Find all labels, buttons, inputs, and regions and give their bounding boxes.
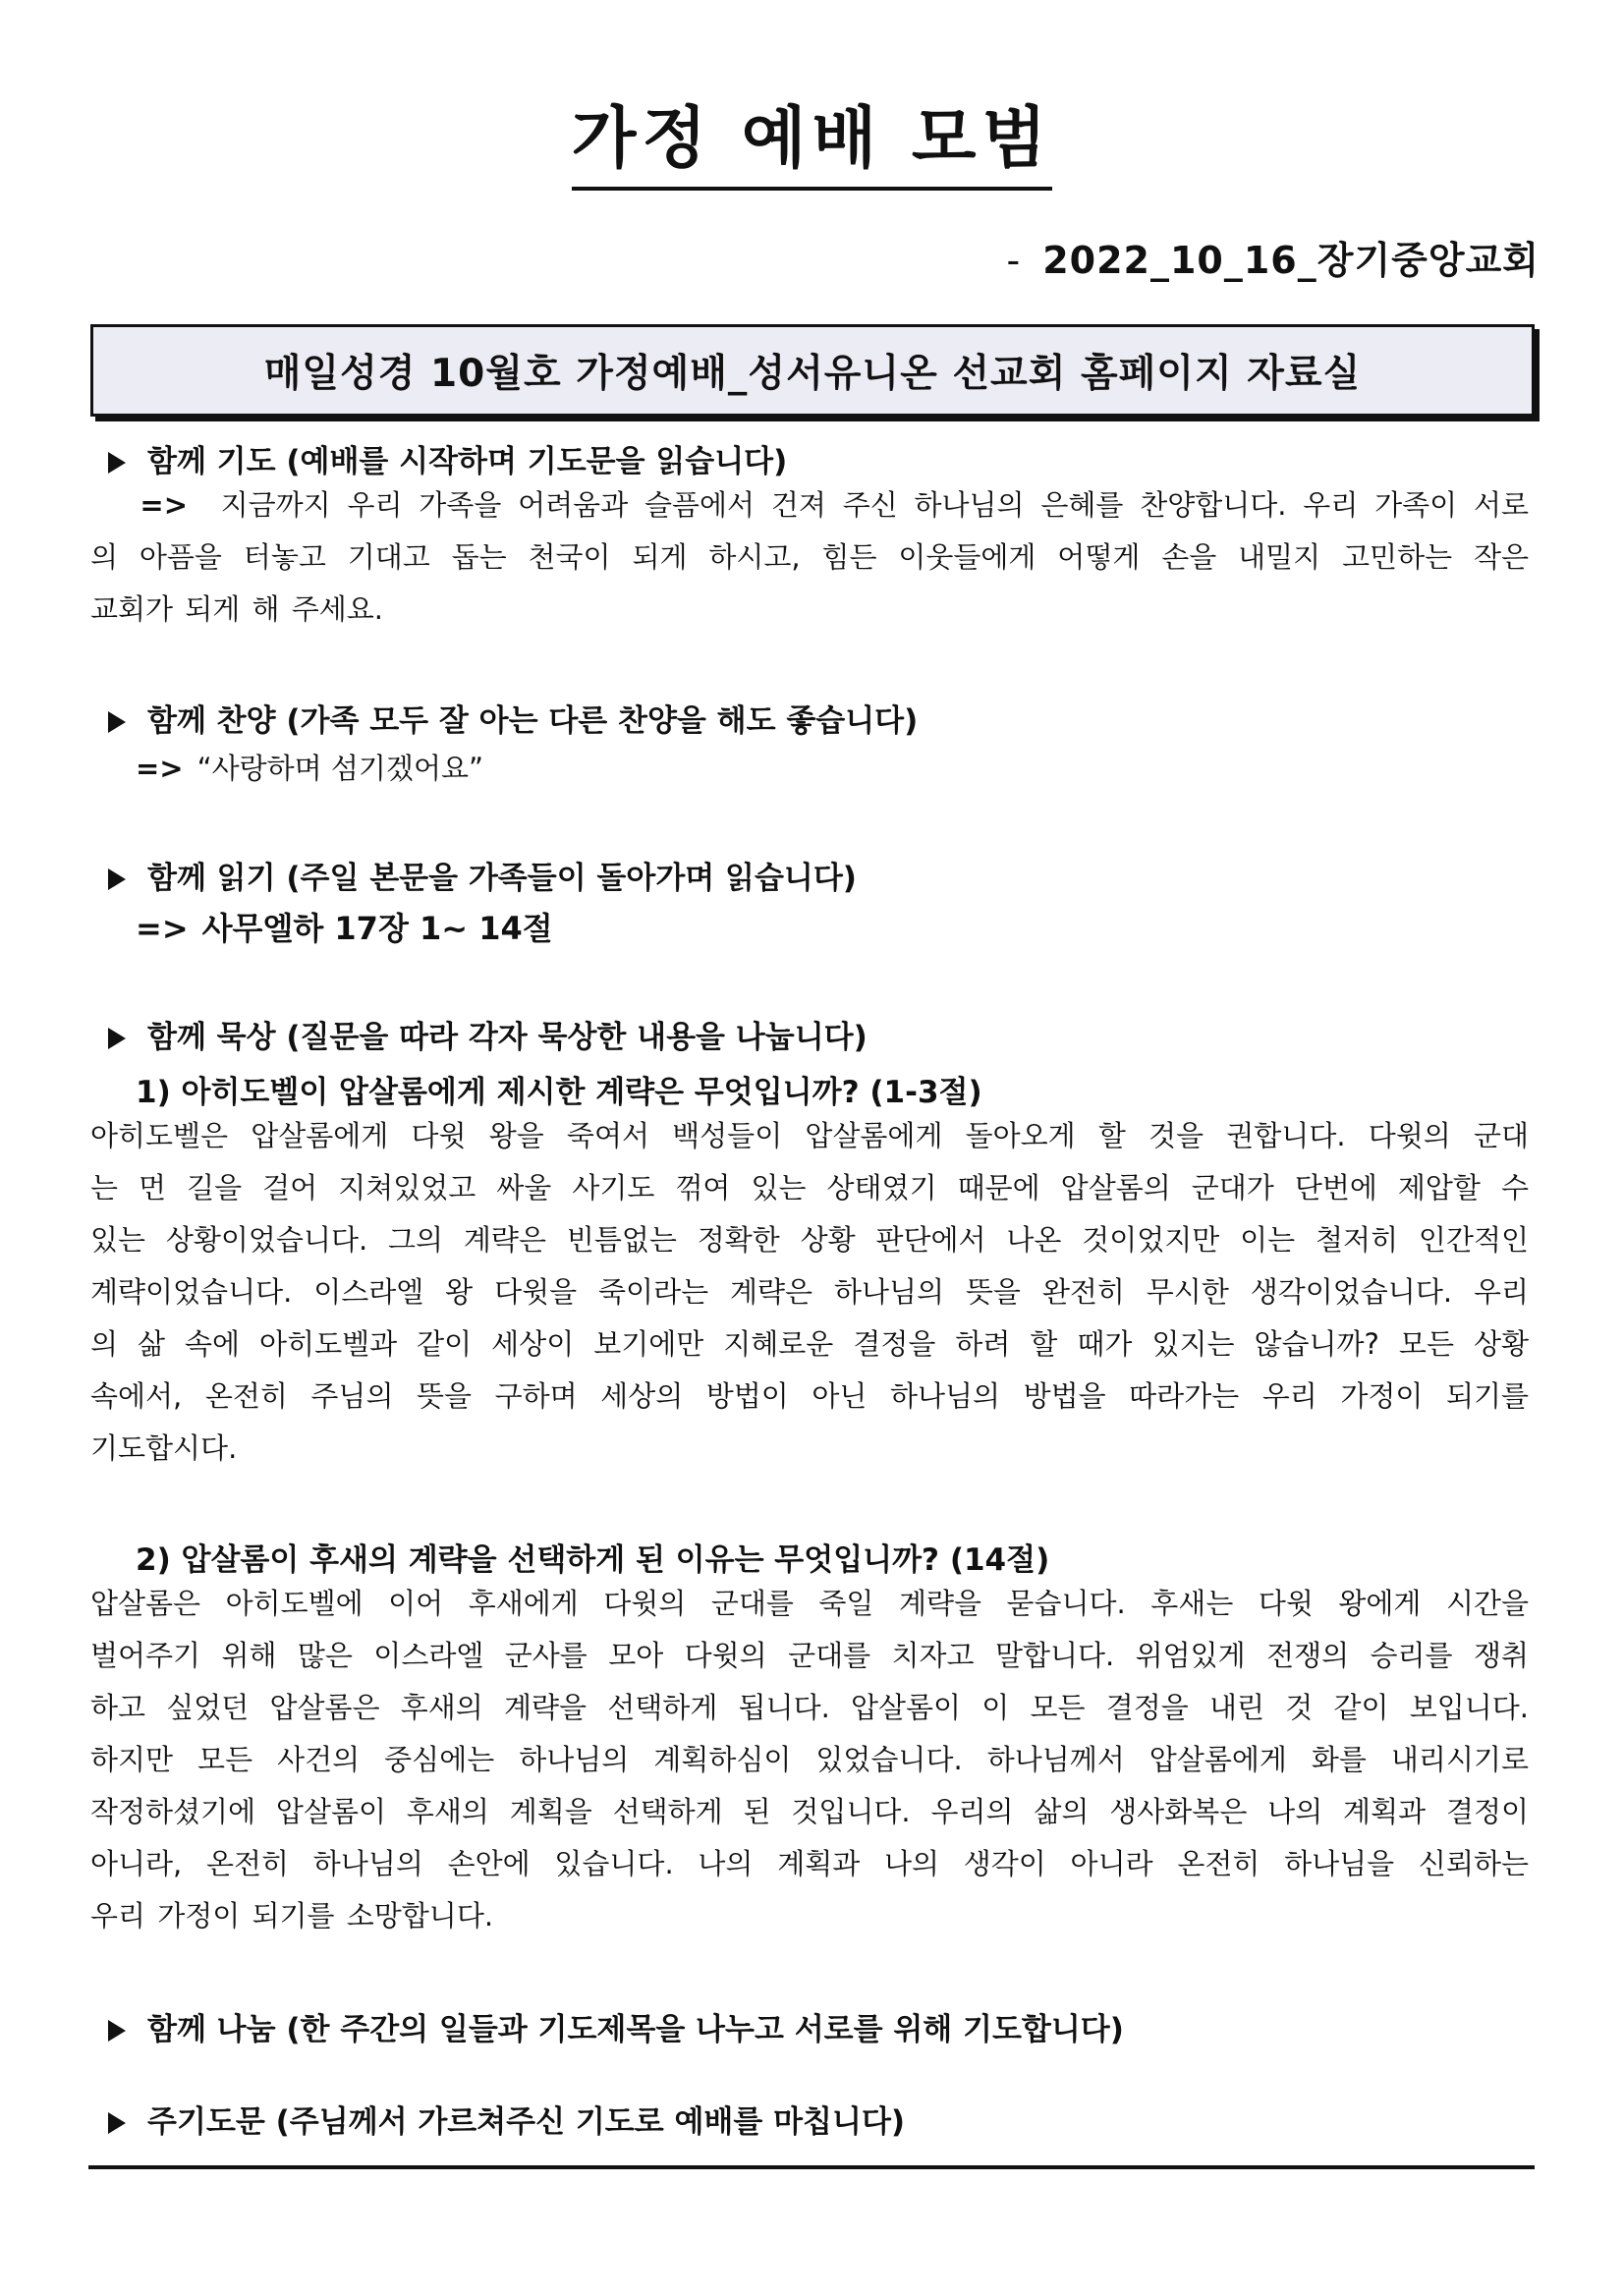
section-heading-prayer bbox=[108, 436, 787, 480]
section-heading-praise bbox=[108, 696, 918, 740]
triangle-bullet-icon bbox=[108, 2112, 126, 2134]
answer-2-line: 벌어주기 위해 많은 이스라엘 군사를 모아 다윗의 군대를 치자고 말합니다. 위엄있게 전쟁의 승리를 쟁취 bbox=[90, 1639, 1529, 1672]
section-heading-prayer-text: 함께 기도 (예배를 시작하며 기도문을 읽습니다) bbox=[147, 444, 788, 479]
prayer-arrow: => bbox=[140, 488, 189, 522]
date-line bbox=[1007, 230, 1540, 284]
source-banner-text: 매일성경 10월호 가정예배_성서유니온 선교회 홈페이지 자료실 bbox=[263, 352, 1362, 396]
reading-passage-text: 사무엘하 17장 1~ 14절 bbox=[201, 910, 553, 947]
question-2: 2) 압살롬이 후새의 계략을 선택하게 된 이유는 무엇입니까? (14절) bbox=[136, 1542, 1050, 1578]
section-heading-praise-text: 함께 찬양 (가족 모두 잘 아는 다른 찬양을 해도 좋습니다) bbox=[147, 703, 919, 739]
answer-1-line: 계략이었습니다. 이스라엘 왕 다윗을 죽이라는 계략은 하나님의 뜻을 완전히 무시한 생각이었습니다. 우리 bbox=[90, 1275, 1529, 1309]
page-title-text: 가정 예배 모범 bbox=[572, 106, 1052, 191]
answer-1-line: 아히도벨은 압살롬에게 다윗 왕을 죽여서 백성들이 압살롬에게 돌아오게 할 것을 권합니다. 다윗의 군대 bbox=[90, 1119, 1529, 1152]
answer-1-paragraph bbox=[90, 1110, 1529, 1475]
section-heading-meditation bbox=[108, 1012, 868, 1056]
section-heading-sharing bbox=[108, 2004, 1124, 2048]
source-banner bbox=[90, 324, 1535, 417]
section-heading-sharing-text: 함께 나눔 (한 주간의 일들과 기도제목을 나누고 서로를 위해 기도합니다) bbox=[147, 2012, 1124, 2047]
section-heading-lords-prayer bbox=[108, 2097, 905, 2141]
answer-2-paragraph bbox=[90, 1578, 1529, 1942]
page-title bbox=[0, 100, 1624, 191]
triangle-bullet-icon bbox=[108, 1028, 126, 1049]
bottom-divider bbox=[88, 2165, 1535, 2169]
prayer-line-3: 교회가 되게 해 주세요. bbox=[90, 592, 383, 626]
section-heading-reading bbox=[108, 853, 857, 897]
section-heading-reading-text: 함께 읽기 (주일 본문을 가족들이 돌아가며 읽습니다) bbox=[147, 861, 857, 896]
date-text: 2022_10_16_장기중앙교회 bbox=[1042, 239, 1540, 282]
answer-1-line: 있는 상황이었습니다. 그의 계략은 빈틈없는 정확한 상황 판단에서 나온 것이었지만 이는 철저히 인간적인 bbox=[90, 1223, 1529, 1257]
section-heading-lords-prayer-text: 주기도문 (주님께서 가르쳐주신 기도로 예배를 마칩니다) bbox=[147, 2104, 906, 2140]
answer-1-line: 속에서, 온전히 주님의 뜻을 구하며 세상의 방법이 아닌 하나님의 방법을 따라가는 우리 가정이 되기를 bbox=[90, 1379, 1529, 1413]
praise-song-title: “사랑하며 섬기겠어요” bbox=[196, 752, 484, 785]
praise-arrow: => bbox=[136, 752, 184, 785]
triangle-bullet-icon bbox=[108, 711, 126, 733]
answer-1-line: 기도합시다. bbox=[90, 1431, 238, 1465]
answer-2-line: 아니라, 온전히 하나님의 손안에 있습니다. 나의 계획과 나의 생각이 아니라 온전히 하나님을 신뢰하는 bbox=[90, 1847, 1529, 1880]
answer-2-line: 하고 싶었던 압살롬은 후새의 계략을 선택하게 됩니다. 압살롬이 이 모든 결정을 내린 것 같이 보입니다. bbox=[90, 1691, 1529, 1724]
prayer-line-1-text: 지금까지 우리 가족을 어려움과 슬픔에서 건져 주신 하나님의 은혜를 찬양합니다. 우리 가족이 서로 bbox=[220, 488, 1530, 522]
answer-2-line: 작정하셨기에 압살롬이 후새의 계획을 선택하게 된 것입니다. 우리의 삶의 생사화복은 나의 계획과 결정이 bbox=[90, 1795, 1529, 1828]
date-dash: - bbox=[1006, 239, 1022, 282]
prayer-line-1 bbox=[90, 479, 1529, 532]
section-heading-meditation-text: 함께 묵상 (질문을 따라 각자 묵상한 내용을 나눕니다) bbox=[147, 1020, 868, 1055]
answer-2-line: 하지만 모든 사건의 중심에는 하나님의 계획하심이 있었습니다. 하나님께서 압살롬에게 화를 내리시기로 bbox=[90, 1743, 1529, 1776]
question-1: 1) 아히도벨이 압살롬에게 제시한 계략은 무엇입니까? (1-3절) bbox=[136, 1075, 982, 1110]
prayer-paragraph bbox=[90, 479, 1529, 636]
praise-song bbox=[136, 747, 483, 787]
triangle-bullet-icon bbox=[108, 2020, 126, 2042]
triangle-bullet-icon bbox=[108, 452, 126, 474]
prayer-line-2: 의 아픔을 터놓고 기대고 돕는 천국이 되게 하시고, 힘든 이웃들에게 어떻게 손을 내밀지 고민하는 작은 bbox=[90, 540, 1529, 574]
triangle-bullet-icon bbox=[108, 868, 126, 890]
reading-arrow: => bbox=[136, 910, 189, 947]
answer-2-line: 우리 가정이 되기를 소망합니다. bbox=[90, 1899, 494, 1932]
answer-1-line: 의 삶 속에 아히도벨과 같이 세상이 보기에만 지혜로운 결정을 하려 할 때가 있지는 않습니까? 모든 상황 bbox=[90, 1327, 1529, 1361]
answer-1-line: 는 먼 길을 걸어 지쳐있었고 싸울 사기도 꺾여 있는 상태였기 때문에 압살롬의 군대가 단번에 제압할 수 bbox=[90, 1171, 1529, 1204]
reading-passage bbox=[136, 904, 553, 949]
answer-2-line: 압살롬은 아히도벨에 이어 후새에게 다윗의 군대를 죽일 계략을 묻습니다. 후새는 다윗 왕에게 시간을 bbox=[90, 1587, 1529, 1620]
